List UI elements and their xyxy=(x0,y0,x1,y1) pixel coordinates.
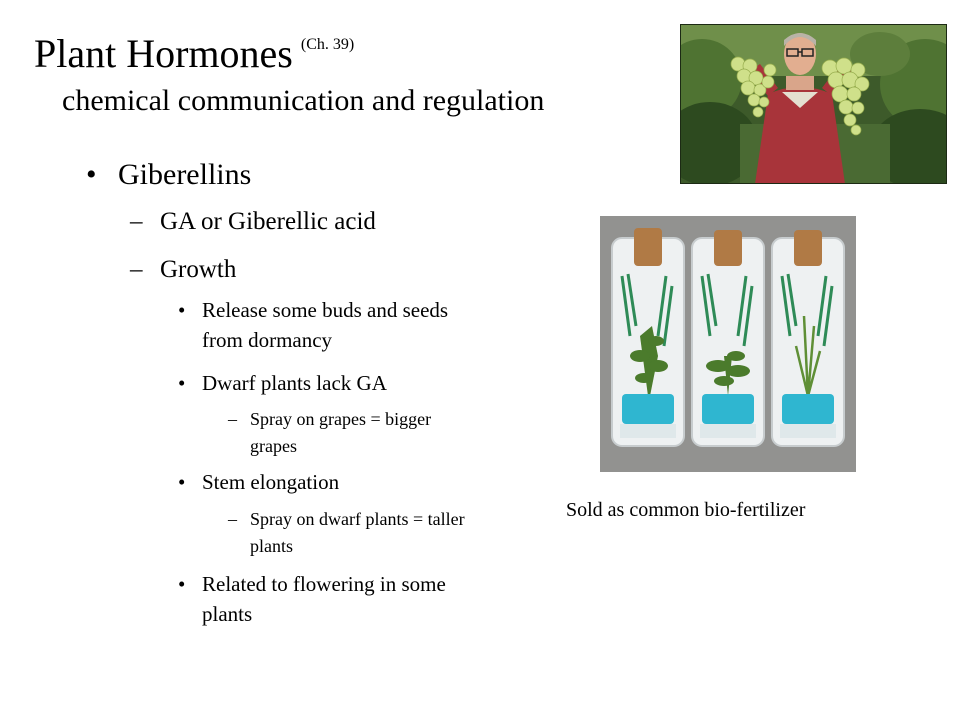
bullet-marker: • xyxy=(178,572,186,596)
image-caption: Sold as common bio-fertilizer xyxy=(566,499,806,521)
vials-photo-drawing xyxy=(600,216,856,472)
vials-photo xyxy=(600,216,856,472)
subpoint-growth: Growth xyxy=(160,256,237,283)
grapes-photo xyxy=(680,24,947,184)
point-stem-elongation: Stem elongation xyxy=(202,470,340,494)
bullet-marker: • xyxy=(178,371,186,395)
bullet-marker: • xyxy=(178,470,186,494)
dash-marker: – xyxy=(130,208,143,235)
slide-subtitle: chemical communication and regulation xyxy=(62,84,545,117)
point-grapes: Spray on grapes = bigger grapes xyxy=(250,409,432,456)
chapter-reference: (Ch. 39) xyxy=(300,36,355,53)
dash-marker: – xyxy=(228,409,237,429)
title-text: Plant Hormones xyxy=(34,31,293,76)
bullet-marker: • xyxy=(178,298,186,322)
point-dormancy: Release some buds and seeds from dormancy xyxy=(202,298,449,353)
subpoint-ga: GA or Giberellic acid xyxy=(160,208,376,235)
point-taller-plants: Spray on dwarf plants = taller plants xyxy=(250,509,465,556)
point-flowering: Related to flowering in some plants xyxy=(202,572,446,627)
grapes-photo-drawing xyxy=(680,24,947,184)
slide-title xyxy=(34,31,355,76)
bullet-marker: • xyxy=(86,158,97,191)
dash-marker: – xyxy=(228,509,237,529)
dash-marker: – xyxy=(130,256,143,283)
topic-giberellins: Giberellins xyxy=(118,158,252,191)
point-dwarf-plants: Dwarf plants lack GA xyxy=(202,371,387,395)
